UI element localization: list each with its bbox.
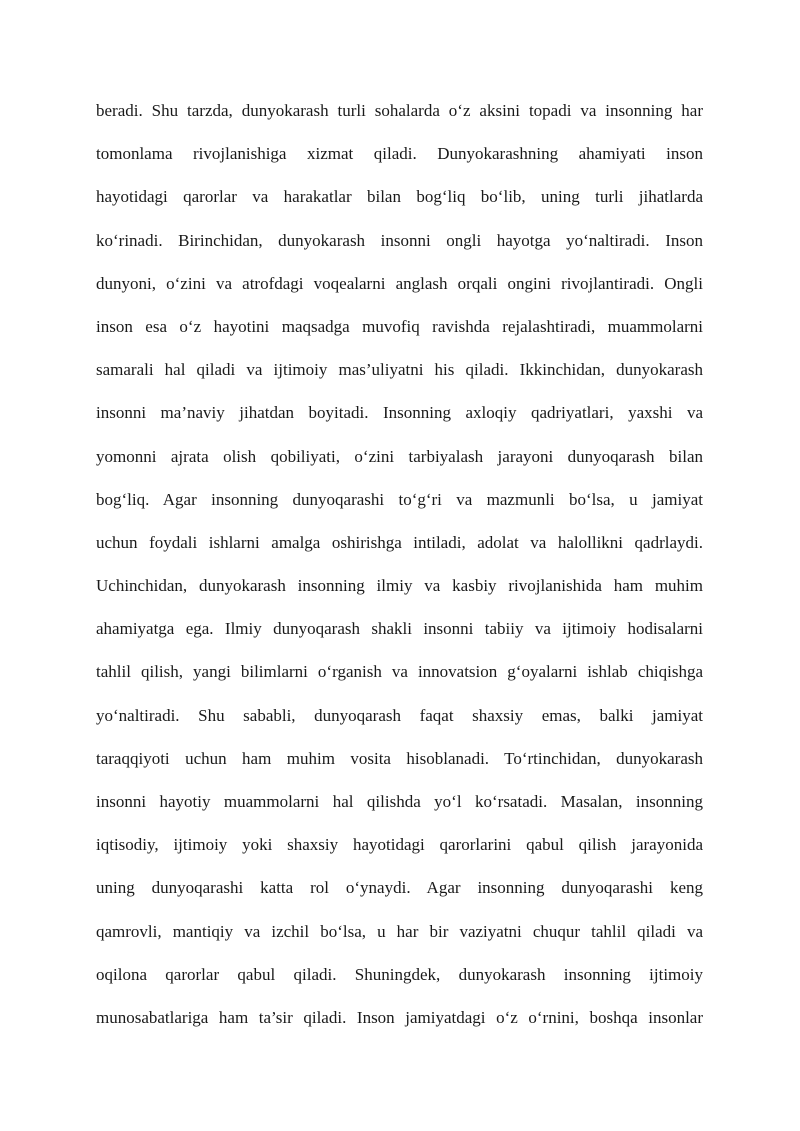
body-paragraph bbox=[96, 89, 703, 1039]
text-line: inson esa o‘z hayotini maqsadga muvofiq ravishda rejalashtiradi, muammolarni bbox=[96, 316, 703, 336]
text-line: ko‘rinadi. Birinchidan, dunyokarash insonni ongli hayotga yo‘naltiradi. Inson bbox=[96, 230, 703, 250]
text-line: munosabatlariga ham ta’sir qiladi. Inson jamiyatdagi o‘z o‘rnini, boshqa insonlar bbox=[96, 1007, 703, 1027]
text-line: insonni ma’naviy jihatdan boyitadi. Insonning axloqiy qadriyatlari, yaxshi va bbox=[96, 403, 703, 423]
text-line: bog‘liq. Agar insonning dunyoqarashi to‘g‘ri va mazmunli bo‘lsa, u jamiyat bbox=[96, 489, 703, 509]
text-line: yo‘naltiradi. Shu sababli, dunyoqarash faqat shaxsiy emas, balki jamiyat bbox=[96, 705, 703, 725]
text-line: iqtisodiy, ijtimoiy yoki shaxsiy hayotidagi qarorlarini qabul qilish jarayonida bbox=[96, 835, 703, 855]
text-line: uchun foydali ishlarni amalga oshirishga intiladi, adolat va halollikni qadrlaydi. bbox=[96, 532, 703, 552]
text-line: uning dunyoqarashi katta rol o‘ynaydi. Agar insonning dunyoqarashi keng bbox=[96, 878, 703, 898]
text-line: ahamiyatga ega. Ilmiy dunyoqarash shakli insonni tabiiy va ijtimoiy hodisalarni bbox=[96, 619, 703, 639]
text-line: insonni hayotiy muammolarni hal qilishda yo‘l ko‘rsatadi. Masalan, insonning bbox=[96, 792, 703, 811]
text-line: tahlil qilish, yangi bilimlarni o‘rganish va innovatsion g‘oyalarni ishlab chiqishga bbox=[96, 662, 703, 682]
text-line: yomonni ajrata olish qobiliyati, o‘zini tarbiyalash jarayoni dunyoqarash bilan bbox=[96, 446, 703, 466]
text-line: tomonlama rivojlanishiga xizmat qiladi. Dunyokarashning ahamiyati inson bbox=[96, 144, 703, 164]
text-line: oqilona qarorlar qabul qiladi. Shuningdek, dunyokarash insonning ijtimoiy bbox=[96, 964, 703, 984]
text-line: samarali hal qiladi va ijtimoiy mas’uliyatni his qiladi. Ikkinchidan, dunyokarash bbox=[96, 360, 703, 380]
text-line: qamrovli, mantiqiy va izchil bo‘lsa, u har bir vaziyatni chuqur tahlil qiladi va bbox=[96, 921, 703, 941]
text-line: Uchinchidan, dunyokarash insonning ilmiy va kasbiy rivojlanishida ham muhim bbox=[96, 576, 703, 596]
text-line: beradi. Shu tarzda, dunyokarash turli sohalarda o‘z aksini topadi va insonning har bbox=[96, 101, 703, 120]
text-line: hayotidagi qarorlar va harakatlar bilan bog‘liq bo‘lib, uning turli jihatlarda bbox=[96, 187, 703, 207]
text-line: taraqqiyoti uchun ham muhim vosita hisoblanadi. To‘rtinchidan, dunyokarash bbox=[96, 748, 703, 768]
text-line: dunyoni, o‘zini va atrofdagi voqealarni anglash orqali ongini rivojlantiradi. Ongli bbox=[96, 273, 703, 293]
